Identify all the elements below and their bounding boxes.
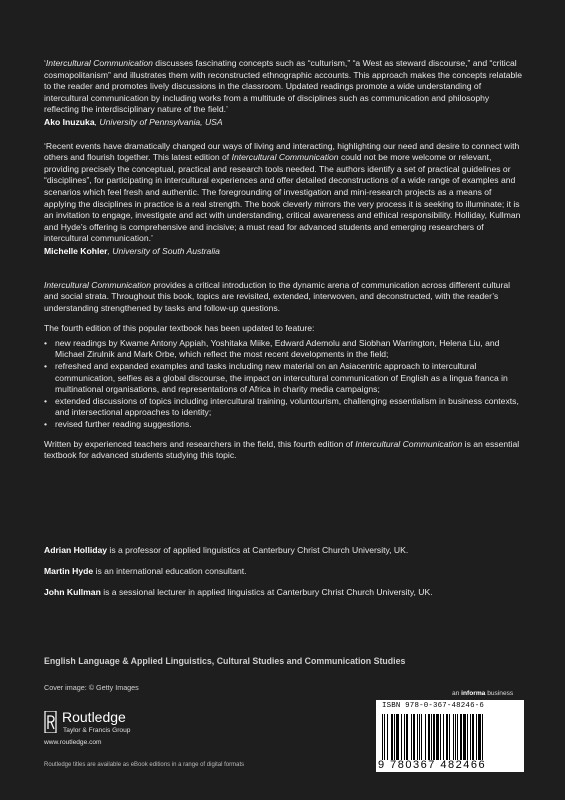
- review-quote-2: ‘Recent events have dramatically changed our ways of living and interacting, highlighting our need and desire to connect with others and flourish together. This latest edition of Intercultural Communication could not be more welcome or relevant, providing precisely the conceptual, practical and research tools needed. The authors identify a set of practical guidelines or “disciplines”, for participating in intercultural experiences and offer detailed deconstructions of a wide range of examples and scenarios which feel fresh and authentic. The foregrounding of investigation and mini-research projects as a means of applying the disciplines in practice is a real strength. The book cleverly mirrors the very process it is seeking to illuminate; it is an invitation to engage, investigate and act with understanding, critical awareness and ethical responsibility. Holliday, Kullman and Hyde’s offering is comprehensive and incisive; a must read for advanced students and emerging researchers of intercultural communication.’: [44, 140, 521, 244]
- isbn-label: ISBN 978-0-367-48246-6: [382, 702, 484, 710]
- author-bios: [44, 545, 524, 608]
- publisher-url: www.routledge.com: [44, 739, 102, 746]
- subject-categories: English Language & Applied Linguistics, Cultural Studies and Communication Studies: [44, 656, 406, 666]
- cover-credit: Cover image: © Getty Images: [44, 683, 139, 692]
- publisher-logo: [44, 707, 174, 749]
- book-title: Intercultural Communication: [44, 279, 151, 290]
- book-title: Intercultural Communication: [231, 152, 339, 163]
- author-bio: John Kullman is a sessional lecturer in applied linguistics at Canterbury Christ Church University, UK.: [44, 587, 433, 598]
- review-attribution-2: Michelle Kohler, University of South Australia: [44, 245, 220, 256]
- barcode-digits: 9 780367 482466: [378, 759, 487, 771]
- list-item: • extended discussions of topics including intercultural training, voluntourism, challenging essentialism in business contexts, and intersectional approaches to identity;: [44, 396, 524, 419]
- informa-tagline: an informa business: [452, 690, 514, 697]
- author-bio: Martin Hyde is an international education consultant.: [44, 566, 247, 577]
- book-description: Intercultural Communication provides a critical introduction to the dynamic arena of communication across different cultural and social strata. Throughout this book, topics are revisited, extended, interwoven, and deconstructed, with the reader’s understanding strengthened by tasks and follow-up questions.: [44, 279, 511, 313]
- features-heading: The fourth edition of this popular textbook has been updated to feature:: [44, 323, 315, 334]
- barcode-icon: [382, 714, 518, 760]
- review-quote-1: ‘Intercultural Communication discusses fascinating concepts such as “culturism,” “a West as steward discourse,” and “critical cosmopolitanism” and illustrates them with reconstructed ethnographic accounts. This approach makes the concepts relatable to the reader and promotes lively discussions in the classroom. Updated readings promote a wide understanding of intercultural communication by including works from a multitude of disciplines such as communication and philosophy reflecting the interdisciplinary nature of the field.’: [44, 58, 522, 115]
- back-cover-text: [44, 58, 524, 462]
- list-item: • revised further reading suggestions.: [44, 419, 524, 431]
- author-bio: Adrian Holliday is a professor of applied linguistics at Canterbury Christ Church University, UK.: [44, 545, 409, 555]
- publisher-group: Taylor & Francis Group: [63, 727, 131, 734]
- isbn-barcode: [376, 700, 524, 772]
- list-item: • refreshed and expanded examples and tasks including new material on an Asiacentric approach to intercultural communication, selfies as a global discourse, the impact on intercultural communication of English as a lingua franca in multinational organisations, and representations of Africa in charity media campaigns;: [44, 361, 524, 396]
- book-title: Intercultural Communication: [45, 58, 153, 68]
- review-attribution-1: Ako Inuzuka, University of Pennsylvania, USA: [44, 116, 223, 127]
- publisher-name: Routledge: [62, 709, 126, 725]
- list-item: • new readings by Kwame Antony Appiah, Yoshitaka Miike, Edward Ademolu and Siobhan Warrington, Helena Liu, and Michael Zirulnik and Mark Orbe, which reflect the most recent developments in the field;: [44, 338, 524, 361]
- book-title: Intercultural Communication: [355, 438, 463, 449]
- features-list: [44, 338, 524, 431]
- summary-paragraph: Written by experienced teachers and researchers in the field, this fourth edition of Intercultural Communication is an essential textbook for advanced students studying this topic.: [44, 438, 520, 461]
- ebook-note: Routledge titles are available as eBook editions in a range of digital formats: [44, 762, 245, 768]
- routledge-logo-icon: [44, 711, 57, 733]
